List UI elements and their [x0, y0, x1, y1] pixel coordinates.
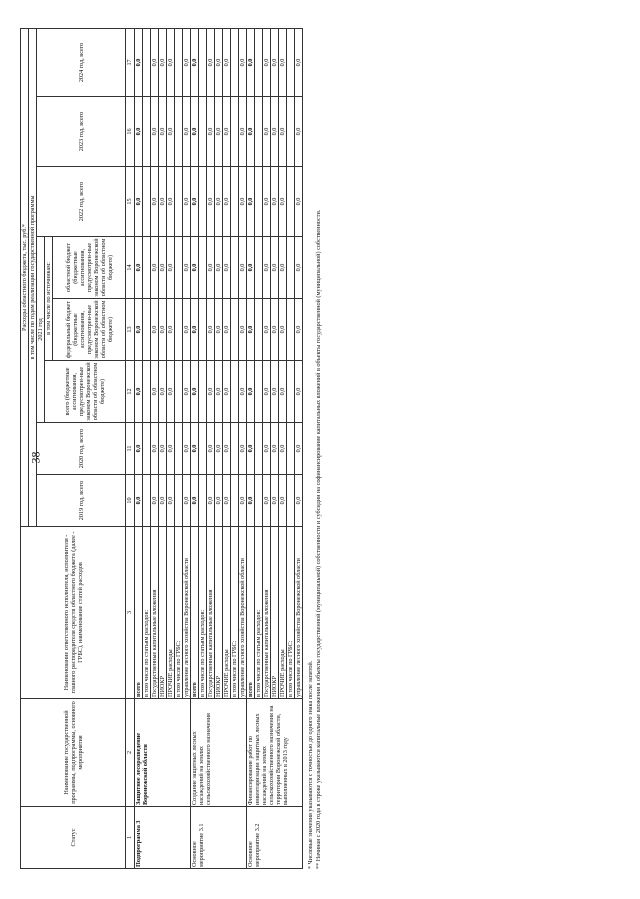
header-by-years: в том числе по годам реализации государственной программы	[29, 28, 37, 526]
cell-value: 0,0	[159, 167, 167, 237]
cell-value	[231, 167, 239, 237]
cell-value: 0,0	[135, 237, 143, 299]
cell-value: 0,0	[207, 299, 215, 361]
cell-value: 0,0	[271, 97, 279, 167]
cell-value	[255, 167, 263, 237]
rotated-sheet	[20, 29, 620, 869]
cell-value: 0,0	[215, 475, 223, 527]
cell-value: 0,0	[159, 423, 167, 475]
table-row	[247, 28, 255, 868]
cell-value: 0,0	[135, 475, 143, 527]
cell-value: 0,0	[247, 97, 255, 167]
cell-value: 0,0	[279, 97, 287, 167]
row-label: всего	[191, 527, 199, 699]
header-2021: 2021 год	[37, 237, 45, 423]
header-expenses: Расходы областного бюджета, тыс. руб.*	[21, 28, 29, 526]
cell-value	[287, 423, 295, 475]
cell-value: 0,0	[271, 28, 279, 96]
cell-value	[175, 97, 183, 167]
column-index: 14	[126, 237, 135, 299]
cell-value: 0,0	[191, 475, 199, 527]
header-status: Статус	[21, 807, 126, 869]
cell-value: 0,0	[223, 97, 231, 167]
row-program-name: Финансирование работ по инвентаризации защитных лесных насаждений на землях сельскохозяйственного назначения на территории Воронежской области, выполненных в 2013 году	[247, 699, 303, 807]
row-status: Подпрограмма 3	[135, 807, 191, 869]
column-index: 13	[126, 299, 135, 361]
cell-value: 0,0	[207, 167, 215, 237]
row-label: в том числе по статьям расходов:	[143, 527, 151, 699]
cell-value: 0,0	[271, 361, 279, 423]
column-index: 15	[126, 167, 135, 237]
cell-value: 0,0	[159, 28, 167, 96]
cell-value: 0,0	[207, 237, 215, 299]
cell-value: 0,0	[247, 237, 255, 299]
cell-value	[255, 299, 263, 361]
column-index-row	[126, 28, 135, 868]
cell-value: 0,0	[167, 167, 175, 237]
cell-value: 0,0	[247, 423, 255, 475]
cell-value	[255, 237, 263, 299]
cell-value: 0,0	[279, 361, 287, 423]
row-label: в том числе по ГРБС:	[231, 527, 239, 699]
cell-value	[175, 299, 183, 361]
cell-value: 0,0	[191, 97, 199, 167]
cell-value: 0,0	[223, 28, 231, 96]
cell-value: 0,0	[135, 167, 143, 237]
cell-value	[175, 28, 183, 96]
cell-value: 0,0	[191, 423, 199, 475]
cell-value: 0,0	[271, 475, 279, 527]
cell-value: 0,0	[295, 167, 303, 237]
cell-value: 0,0	[295, 299, 303, 361]
cell-value	[255, 361, 263, 423]
cell-value: 0,0	[135, 28, 143, 96]
cell-value: 0,0	[191, 299, 199, 361]
cell-value: 0,0	[207, 423, 215, 475]
row-label: Государственные капитальные вложения	[263, 527, 271, 699]
cell-value	[199, 237, 207, 299]
cell-value: 0,0	[135, 361, 143, 423]
cell-value: 0,0	[215, 361, 223, 423]
cell-value: 0,0	[183, 167, 191, 237]
cell-value: 0,0	[167, 299, 175, 361]
cell-value	[143, 423, 151, 475]
cell-value: 0,0	[239, 237, 247, 299]
cell-value: 0,0	[151, 97, 159, 167]
cell-value	[255, 475, 263, 527]
cell-value: 0,0	[223, 361, 231, 423]
cell-value: 0,0	[215, 167, 223, 237]
cell-value: 0,0	[223, 299, 231, 361]
cell-value: 0,0	[239, 361, 247, 423]
cell-value: 0,0	[207, 475, 215, 527]
cell-value: 0,0	[135, 97, 143, 167]
cell-value: 0,0	[279, 475, 287, 527]
cell-value	[199, 361, 207, 423]
cell-value: 0,0	[295, 28, 303, 96]
header-executor: Наименование ответственного исполнителя, исполнителя - главного распорядителя средств областного бюджета (далее - ГРБС), наименование статей расходов	[21, 527, 126, 699]
cell-value: 0,0	[215, 237, 223, 299]
cell-value	[255, 28, 263, 96]
row-label: ПРОЧИЕ расходы	[279, 527, 287, 699]
row-label: Государственные капитальные вложения	[151, 527, 159, 699]
cell-value: 0,0	[263, 361, 271, 423]
cell-value: 0,0	[263, 167, 271, 237]
cell-value: 0,0	[183, 423, 191, 475]
cell-value: 0,0	[239, 28, 247, 96]
header-2019: 2019 год, всего	[37, 475, 126, 527]
cell-value	[231, 423, 239, 475]
row-label: в том числе по ГРБС:	[175, 527, 183, 699]
cell-value: 0,0	[159, 97, 167, 167]
cell-value	[175, 167, 183, 237]
cell-value	[287, 237, 295, 299]
cell-value: 0,0	[239, 97, 247, 167]
cell-value: 0,0	[263, 28, 271, 96]
cell-value	[287, 28, 295, 96]
table-row	[135, 28, 143, 868]
cell-value	[175, 361, 183, 423]
header-2022: 2022 год, всего	[37, 167, 126, 237]
cell-value: 0,0	[279, 299, 287, 361]
cell-value: 0,0	[183, 299, 191, 361]
cell-value: 0,0	[239, 423, 247, 475]
cell-value: 0,0	[247, 28, 255, 96]
page-number: 38	[28, 451, 43, 464]
cell-value: 0,0	[279, 423, 287, 475]
cell-value: 0,0	[215, 299, 223, 361]
cell-value	[143, 28, 151, 96]
cell-value: 0,0	[183, 28, 191, 96]
row-label: Государственные капитальные вложения	[207, 527, 215, 699]
cell-value	[231, 475, 239, 527]
row-label: управление лесного хозяйства Воронежской области	[183, 527, 191, 699]
cell-value: 0,0	[247, 475, 255, 527]
cell-value: 0,0	[159, 299, 167, 361]
cell-value: 0,0	[191, 361, 199, 423]
cell-value: 0,0	[151, 28, 159, 96]
cell-value: 0,0	[223, 237, 231, 299]
cell-value: 0,0	[271, 167, 279, 237]
row-label: всего	[135, 527, 143, 699]
cell-value	[231, 299, 239, 361]
budget-table	[20, 28, 303, 869]
cell-value: 0,0	[135, 423, 143, 475]
cell-value: 0,0	[151, 361, 159, 423]
header-federal: федеральный бюджет (бюджетные ассигнования, предусмотрен-ные законом Воронежской области об областном бюджете)	[53, 299, 126, 361]
row-program-name: Защитное лесоразведение Воронежской области	[135, 699, 191, 807]
cell-value: 0,0	[159, 237, 167, 299]
cell-value: 0,0	[239, 475, 247, 527]
cell-value: 0,0	[207, 28, 215, 96]
cell-value: 0,0	[167, 28, 175, 96]
cell-value	[175, 475, 183, 527]
cell-value: 0,0	[167, 475, 175, 527]
row-label: всего	[247, 527, 255, 699]
cell-value: 0,0	[151, 423, 159, 475]
cell-value: 0,0	[271, 237, 279, 299]
column-index: 12	[126, 361, 135, 423]
cell-value: 0,0	[263, 97, 271, 167]
cell-value: 0,0	[271, 299, 279, 361]
cell-value: 0,0	[295, 97, 303, 167]
cell-value: 0,0	[151, 299, 159, 361]
cell-value	[231, 97, 239, 167]
cell-value: 0,0	[151, 167, 159, 237]
cell-value: 0,0	[215, 97, 223, 167]
cell-value: 0,0	[223, 475, 231, 527]
cell-value: 0,0	[295, 361, 303, 423]
cell-value	[287, 475, 295, 527]
cell-value: 0,0	[223, 423, 231, 475]
cell-value: 0,0	[135, 299, 143, 361]
row-label: в том числе по ГРБС:	[287, 527, 295, 699]
cell-value	[287, 97, 295, 167]
cell-value: 0,0	[223, 167, 231, 237]
row-label: управление лесного хозяйства Воронежской области	[239, 527, 247, 699]
cell-value: 0,0	[247, 299, 255, 361]
cell-value: 0,0	[183, 97, 191, 167]
cell-value: 0,0	[279, 28, 287, 96]
cell-value	[143, 97, 151, 167]
column-index: 1	[126, 807, 135, 869]
header-2023: 2023 год, всего	[37, 97, 126, 167]
footnotes	[307, 29, 322, 869]
column-index: 11	[126, 423, 135, 475]
cell-value	[231, 237, 239, 299]
cell-value: 0,0	[215, 423, 223, 475]
cell-value: 0,0	[295, 237, 303, 299]
cell-value	[199, 28, 207, 96]
cell-value: 0,0	[247, 361, 255, 423]
header-2024: 2024 год, всего	[37, 28, 126, 96]
row-label: НИОКР	[215, 527, 223, 699]
header-by-sources: в том числе по источникам:	[45, 237, 53, 361]
row-label: ПРОЧИЕ расходы	[167, 527, 175, 699]
cell-value: 0,0	[151, 475, 159, 527]
cell-value: 0,0	[183, 237, 191, 299]
column-index: 10	[126, 475, 135, 527]
cell-value: 0,0	[295, 475, 303, 527]
cell-value: 0,0	[271, 423, 279, 475]
column-index: 2	[126, 699, 135, 807]
row-label: в том числе по статьям расходов:	[199, 527, 207, 699]
cell-value: 0,0	[263, 299, 271, 361]
cell-value: 0,0	[263, 423, 271, 475]
cell-value: 0,0	[191, 167, 199, 237]
cell-value: 0,0	[167, 361, 175, 423]
cell-value	[143, 167, 151, 237]
cell-value: 0,0	[183, 475, 191, 527]
header-2021-total: всего (бюджетные ассигнования, предусмотрен-ные законом Воронежской области об областном бюджете)	[45, 361, 126, 423]
cell-value	[287, 361, 295, 423]
cell-value	[255, 423, 263, 475]
cell-value: 0,0	[159, 475, 167, 527]
row-label: НИОКР	[271, 527, 279, 699]
cell-value	[231, 361, 239, 423]
cell-value	[143, 361, 151, 423]
cell-value: 0,0	[279, 237, 287, 299]
row-label: ПРОЧИЕ расходы	[223, 527, 231, 699]
header-program-name: Наименование государственной программы, подпрограммы, основного мероприятия	[21, 699, 126, 807]
cell-value	[199, 475, 207, 527]
cell-value: 0,0	[167, 237, 175, 299]
column-index: 3	[126, 527, 135, 699]
cell-value	[287, 167, 295, 237]
cell-value	[199, 167, 207, 237]
cell-value	[175, 423, 183, 475]
cell-value: 0,0	[215, 28, 223, 96]
cell-value: 0,0	[183, 361, 191, 423]
cell-value	[199, 97, 207, 167]
cell-value: 0,0	[295, 423, 303, 475]
cell-value: 0,0	[159, 361, 167, 423]
cell-value: 0,0	[247, 167, 255, 237]
cell-value: 0,0	[207, 97, 215, 167]
table-row	[191, 28, 199, 868]
cell-value	[143, 299, 151, 361]
footnote: * Числовые значения указываются с точностью до одного знака после запятой.	[307, 660, 314, 869]
column-index: 17	[126, 28, 135, 96]
row-label: НИОКР	[159, 527, 167, 699]
row-label: управление лесного хозяйства Воронежской области	[295, 527, 303, 699]
cell-value: 0,0	[263, 475, 271, 527]
cell-value	[143, 475, 151, 527]
footnote: ** Начиная с 2020 года в строке указываются капитальные вложения в объекты государственной (муниципальной) собственности и субсидии на софинансирование капитальных вложений в объекты государственной (муниципальной) собственности.	[314, 209, 322, 869]
cell-value: 0,0	[167, 423, 175, 475]
cell-value	[287, 299, 295, 361]
cell-value: 0,0	[239, 299, 247, 361]
row-status: Основное мероприятие 3.2	[247, 807, 303, 869]
column-index: 16	[126, 97, 135, 167]
table-header	[21, 28, 135, 868]
cell-value: 0,0	[191, 237, 199, 299]
row-label: в том числе по статьям расходов:	[255, 527, 263, 699]
row-status: Основное мероприятие 3.1	[191, 807, 247, 869]
header-regional: областной бюджет (бюджетные ассигнования, предусмотрен-ные законом Воронежской области об областном бюджете)	[53, 237, 126, 299]
cell-value: 0,0	[239, 167, 247, 237]
cell-value: 0,0	[263, 237, 271, 299]
cell-value	[255, 97, 263, 167]
cell-value: 0,0	[207, 361, 215, 423]
cell-value: 0,0	[191, 28, 199, 96]
cell-value	[199, 423, 207, 475]
row-program-name: Создание защитных лесных насаждений на землях сельскохозяйственного назначения	[191, 699, 247, 807]
cell-value: 0,0	[151, 237, 159, 299]
cell-value	[175, 237, 183, 299]
cell-value	[199, 299, 207, 361]
cell-value: 0,0	[279, 167, 287, 237]
header-2020: 2020 год, всего	[37, 423, 126, 475]
table-body	[135, 28, 303, 868]
cell-value	[143, 237, 151, 299]
cell-value	[231, 28, 239, 96]
cell-value: 0,0	[167, 97, 175, 167]
